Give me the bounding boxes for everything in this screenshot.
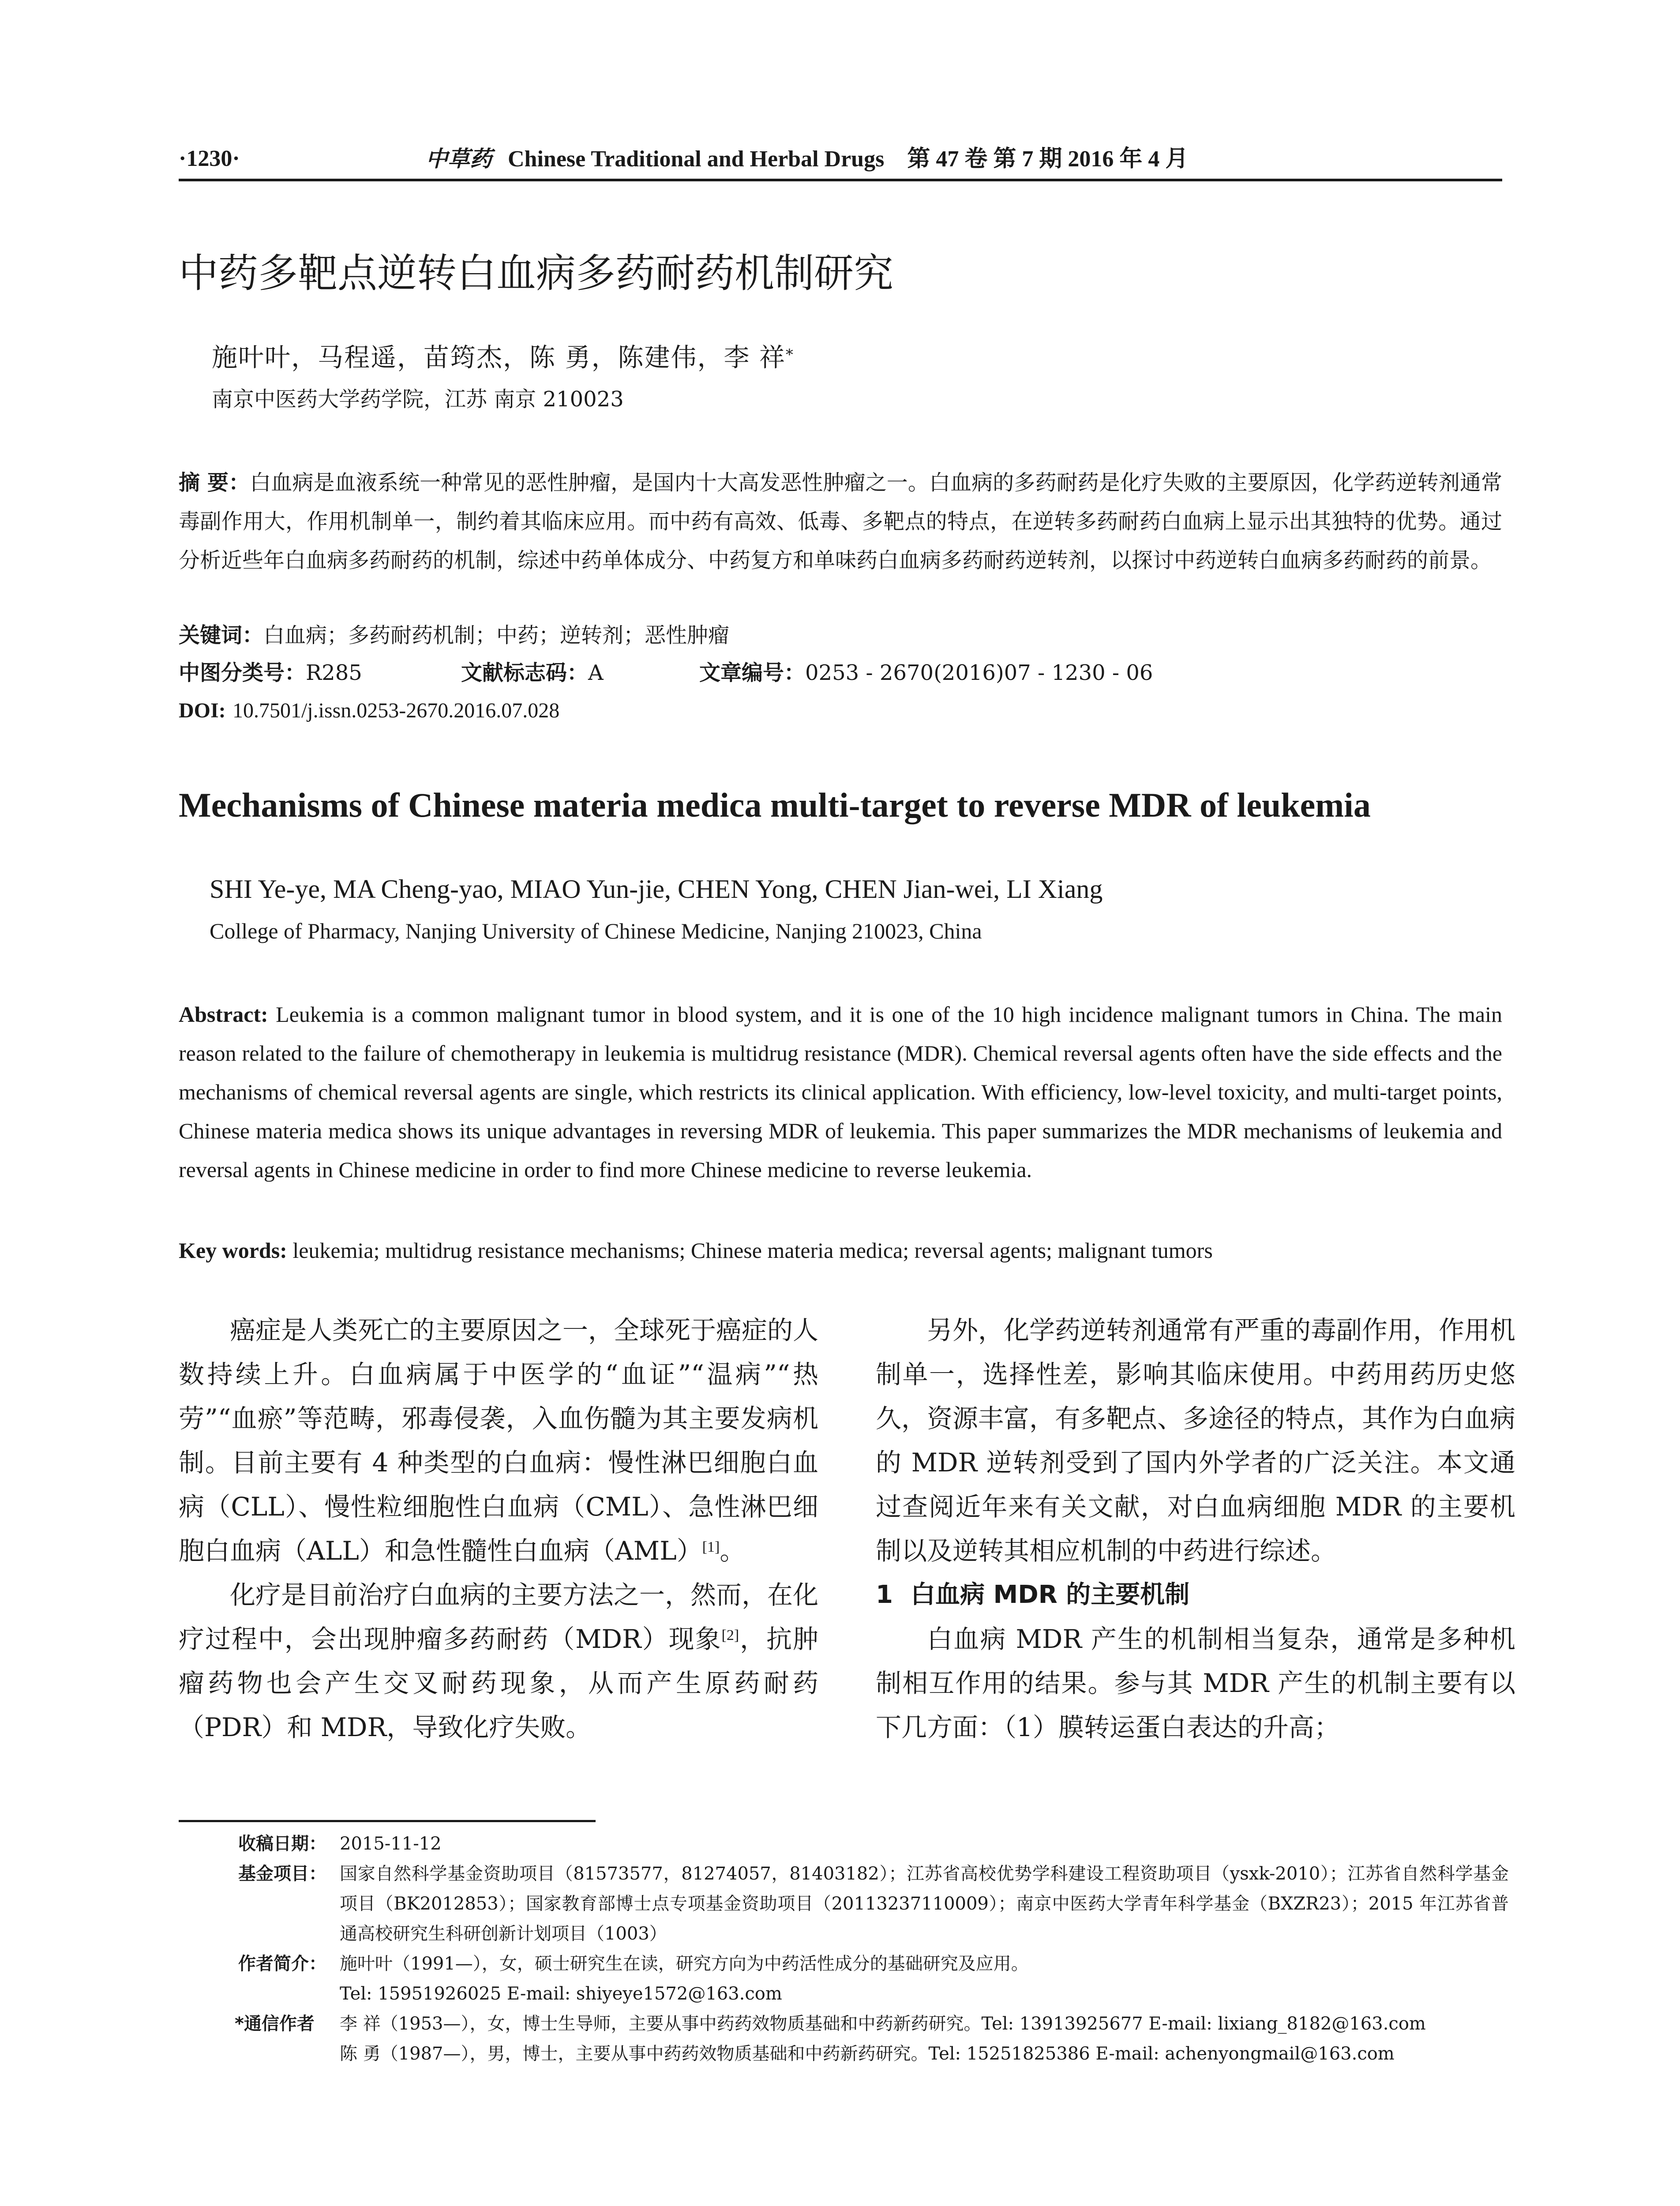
corr-line-2: 陈 勇（1987—），男，博士，主要从事中药药效物质基础和中药新药研究。Tel: 15251825386 E-mail: achenyongmail@163.com (340, 2044, 1395, 2064)
body-paragraph: 另外，化学药逆转剂通常有严重的毒副作用，作用机制单一，选择性差，影响其临床使用。中药用药历史悠久，资源丰富，有多靶点、多途径的特点，其作为白血病的 MDR 逆转剂受到了国内外学者的广泛关注。本文通过查阅近年来有关文献，对白血病细胞 MDR 的主要机制以及逆转其相应机制的中药进行综述。 (876, 1315, 1516, 1566)
keywords-cn (179, 618, 1502, 653)
journal-logo-cn: 中草药 (426, 146, 492, 172)
doc-label: 文献标志码： (461, 660, 589, 685)
keywords-en-label: Key words: (179, 1238, 287, 1263)
author-contact-line: Tel: 15951926025 E-mail: shiyeye1572@163.com (340, 1984, 782, 2004)
keywords-en (179, 1231, 1502, 1270)
abstract-en (179, 995, 1502, 1189)
fund-info (238, 1859, 1509, 1949)
issue-info: 第 47 卷 第 7 期 2016 年 4 月 (907, 146, 1189, 172)
doc-code (461, 655, 604, 690)
reference-mark: [2] (721, 1627, 739, 1643)
corresponding-author (235, 2009, 1509, 2069)
body-paragraph (179, 1573, 818, 1749)
affiliation-en: College of Pharmacy, Nanjing University of Chinese Medicine, Nanjing 210023, China (210, 919, 982, 943)
body-paragraph (179, 1308, 818, 1573)
journal-name-en: Chinese Traditional and Herbal Drugs (508, 146, 885, 172)
title-cn: 中药多靶点逆转白血病多药耐药机制研究 (179, 250, 893, 296)
header-rule (179, 179, 1502, 181)
title-en: Mechanisms of Chinese materia medica multi-target to reverse MDR of leukemia (179, 786, 1371, 824)
clc-label: 中图分类号： (179, 660, 306, 685)
body-text: 癌症是人类死亡的主要原因之一，全球死于癌症的人数持续上升。白血病属于中医学的“血证”“温病”“热劳”“血瘀”等范畴，邪毒侵袭，入血伤髓为其主要发病机制。目前主要有 4 种类型的白血病：慢性淋巴细胞白血病（CLL）、慢性粒细胞性白血病（CML）、急性淋巴细胞白血病（ALL）和急性髓性白血病（AML） (179, 1315, 819, 1566)
abstract-en-label: Abstract: (179, 1002, 268, 1027)
doi-line (179, 693, 1502, 728)
affiliation-cn: 南京中医药大学药学院，江苏 南京 210023 (212, 387, 624, 412)
received-value: 2015-11-12 (340, 1834, 442, 1854)
reference-mark: [1] (702, 1539, 720, 1555)
keywords-cn-label: 关键词： (179, 623, 264, 648)
doc-value: A (588, 660, 604, 685)
authors-cn (212, 340, 794, 375)
section-heading (876, 1573, 1515, 1617)
article-number (699, 655, 1153, 690)
article-label: 文章编号： (699, 660, 806, 685)
section-number: 1 (876, 1580, 893, 1609)
page-number: ·1230· (179, 146, 240, 171)
keywords-en-text: leukemia; multidrug resistance mechanisms; Chinese materia medica; reversal agents; malignant tumors (292, 1238, 1213, 1263)
article-value: 0253 - 2670(2016)07 - 1230 - 06 (805, 660, 1153, 685)
fund-value: 国家自然科学基金资助项目（81573577，81274057，81403182）；江苏省高校优势学科建设工程资助项目（ysxk-2010）；江苏省自然科学基金项目（BK2012853）；国家教育部博士点专项基金资助项目（20113237110009）；南京中医药大学青年科学基金（BXZR23）；2015 年江苏省普通高校研究生科研创新计划项目（1003） (340, 1864, 1509, 1944)
fund-label: 基金项目： (238, 1864, 326, 1884)
body-text: ，抗肿瘤药物也会产生交叉耐药现象，从而产生原药耐药（PDR）和 MDR，导致化疗失败。 (179, 1624, 818, 1742)
corr-label: *通信作者 (235, 2014, 315, 2034)
abstract-en-text: Leukemia is a common malignant tumor in blood system, and it is one of the 10 high incidence malignant tumors in China. The main reason related to the failure of chemotherapy in leukemia is multidrug resistance (MDR). Chemical reversal agents often have the side effects and the mechanisms of chemical reversal agents are single, which restricts its clinical application. With efficiency, low-level toxicity, and multi-target points, Chinese materia medica shows its unique advantages in reversing MDR of leukemia. This paper summarizes the MDR mechanisms of leukemia and reversal agents in Chinese medicine in order to find more Chinese medicine to reverse leukemia. (179, 1002, 1502, 1182)
abstract-cn (179, 463, 1502, 580)
keywords-cn-text: 白血病；多药耐药机制；中药；逆转剂；恶性肿瘤 (263, 623, 730, 648)
authors-cn-text: 施叶叶，马程遥，苗筠杰，陈 勇，陈建伟，李 祥 (212, 342, 786, 372)
clc-code (179, 655, 362, 690)
author-label: 作者简介： (238, 1954, 326, 1974)
body-column-right (876, 1308, 1515, 1749)
doi-label: DOI: (179, 699, 226, 722)
footnotes (235, 1829, 1509, 2069)
author-info-line: 施叶叶（1991—），女，硕士研究生在读，研究方向为中药活性成分的基础研究及应用。 (340, 1954, 1029, 1974)
corr-line-1: 李 祥（1953—），女，博士生导师，主要从事中药药效物质基础和中药新药研究。Tel: 13913925677 E-mail: lixiang_8182@163.com (340, 2014, 1426, 2034)
abstract-cn-text: 白血病是血液系统一种常见的恶性肿瘤，是国内十大高发恶性肿瘤之一。白血病的多药耐药是化疗失败的主要原因，化学药逆转剂通常毒副作用大，作用机制单一，制约着其临床应用。而中药有高效、低毒、多靶点的特点，在逆转多药耐药白血病上显示出其独特的优势。通过分析近些年白血病多药耐药的机制，综述中药单体成分、中药复方和单味药白血病多药耐药逆转剂，以探讨中药逆转白血病多药耐药的前景。 (179, 470, 1502, 573)
clc-value: R285 (306, 660, 362, 685)
received-label: 收稿日期： (238, 1834, 326, 1854)
authors-en: SHI Ye-ye, MA Cheng-yao, MIAO Yun-jie, CHEN Yong, CHEN Jian-wei, LI Xiang (210, 874, 1103, 904)
body-column-left (179, 1308, 818, 1749)
abstract-cn-label: 摘 要： (179, 470, 250, 495)
corresponding-mark: * (785, 346, 794, 364)
body-text: 化疗是目前治疗白血病的主要方法之一，然而，在化疗过程中，会出现肿瘤多药耐药（MDR）现象 (179, 1580, 819, 1654)
body-text: 。 (720, 1536, 746, 1566)
section-title: 白血病 MDR 的主要机制 (910, 1580, 1190, 1609)
body-paragraph: 白血病 MDR 产生的机制相当复杂，通常是多种机制相互作用的结果。参与其 MDR 产生的机制主要有以下几方面：（1）膜转运蛋白表达的升高； (876, 1624, 1515, 1742)
author-info (238, 1949, 1509, 2009)
journal-header (426, 141, 1188, 177)
received-date (238, 1829, 1509, 1859)
running-header (179, 141, 1502, 176)
footnote-rule (179, 1820, 596, 1822)
doi-value: 10.7501/j.issn.0253-2670.2016.07.028 (232, 699, 560, 722)
